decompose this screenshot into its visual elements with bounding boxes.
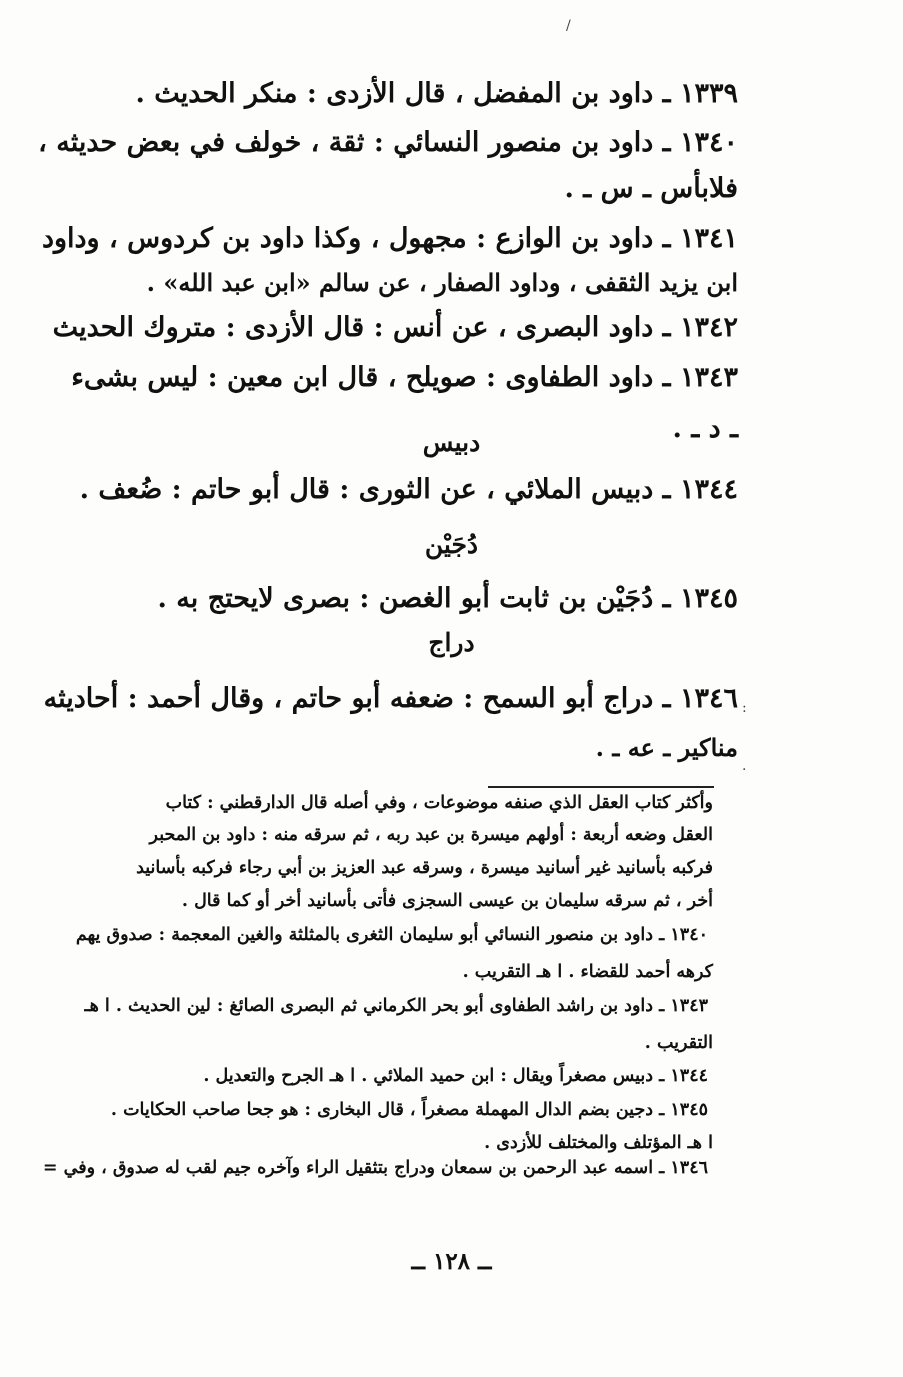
footnote-1346: ١٣٤٦ ـ اسمه عبد الرحمن بن سمعان ودراج بتثقيل الراء وآخره جيم لقب له صدوق ، وفي = (42, 1158, 708, 1178)
entry-1340-continuation: فلابأس ـ س ـ . (564, 173, 738, 204)
page-number: ــ ١٢٨ ــ (411, 1248, 492, 1275)
entry-1342: ١٣٤٢ ـ داود البصرى ، عن أنس : قال الأزدى : متروك الحديث (52, 312, 738, 343)
footnote-1344: ١٣٤٤ ـ دبيس مصغراً ويقال : ابن حميد الملائي . ا هـ الجرح والتعديل . (203, 1066, 708, 1086)
footnote-line: التقريب . (644, 1033, 713, 1053)
footnote-1345: ١٣٤٥ ـ دجين بضم الدال المهملة مصغراً ، قال البخارى : هو جحا صاحب الحكايات . (110, 1100, 708, 1120)
entry-1343-continuation: ـ د ـ . (672, 413, 738, 444)
footnote-line: أخر ، ثم سرقه سليمان بن عيسى السجزى فأتى بأسانيد أخر أو كما قال . (181, 891, 713, 911)
section-heading-dujayn: دُجَيْن (424, 530, 479, 559)
entry-1341: ١٣٤١ ـ داود بن الوازع : مجهول ، وكذا داود بن كردوس ، وداود (41, 223, 738, 254)
footnote-1343: ١٣٤٣ ـ داود بن راشد الطفاوى أبو بحر الكرماني ثم البصرى الصائغ : لين الحديث . ا هـ (84, 996, 708, 1016)
footnote-1340: ١٣٤٠ ـ داود بن منصور النسائي أبو سليمان الثغرى بالمثلثة والغين المعجمة : صدوق يهم (75, 925, 708, 945)
footnote-line: فركبه بأسانيد غير أسانيد ميسرة ، وسرقه عبد العزيز بن أبي رجاء فركبه بأسانيد (136, 858, 713, 878)
entry-1340: ١٣٤٠ ـ داود بن منصور النسائي : ثقة ، خولف في بعض حديثه ، (38, 127, 738, 158)
footnote-line: العقل وضعه أربعة : أولهم ميسرة بن عبد ربه ، ثم سرقه منه : داود بن المحبر (149, 825, 713, 845)
footnote-line: وأكثر كتاب العقل الذي صنفه موضوعات ، وفي أصله قال الدارقطني : كتاب (165, 793, 713, 813)
section-heading-darraj: دراج (428, 628, 475, 657)
entry-1344: ١٣٤٤ ـ دبيس الملائي ، عن الثورى : قال أبو حاتم : ضُعف . (79, 474, 738, 505)
scan-mark: · (742, 762, 747, 778)
scan-mark: : (742, 700, 747, 716)
footnote-separator (488, 786, 714, 788)
entry-1341-continuation: ابن يزيد الثقفى ، وداود الصفار ، عن سالم «ابن عبد الله» . (146, 268, 738, 297)
entry-1345: ١٣٤٥ ـ دُجَيْن بن ثابت أبو الغصن : بصرى لايحتج به . (157, 583, 738, 614)
entry-1346-continuation: مناكير ـ عه ـ . (595, 733, 738, 762)
section-heading-dubays: دبيس (422, 428, 481, 457)
entry-1339: ١٣٣٩ ـ داود بن المفضل ، قال الأزدى : منكر الحديث . (135, 78, 738, 109)
footnote-line: كرهه أحمد للقضاء . ا هـ التقريب . (462, 962, 713, 982)
entry-1346: ١٣٤٦ ـ دراج أبو السمح : ضعفه أبو حاتم ، وقال أحمد : أحاديثه (43, 683, 738, 714)
entry-1343: ١٣٤٣ ـ داود الطفاوى : صويلح ، قال ابن معين : ليس بشىء (71, 362, 738, 393)
scan-mark: / (566, 18, 571, 34)
footnote-line: ا هـ المؤتلف والمختلف للأزدى . (484, 1133, 713, 1153)
